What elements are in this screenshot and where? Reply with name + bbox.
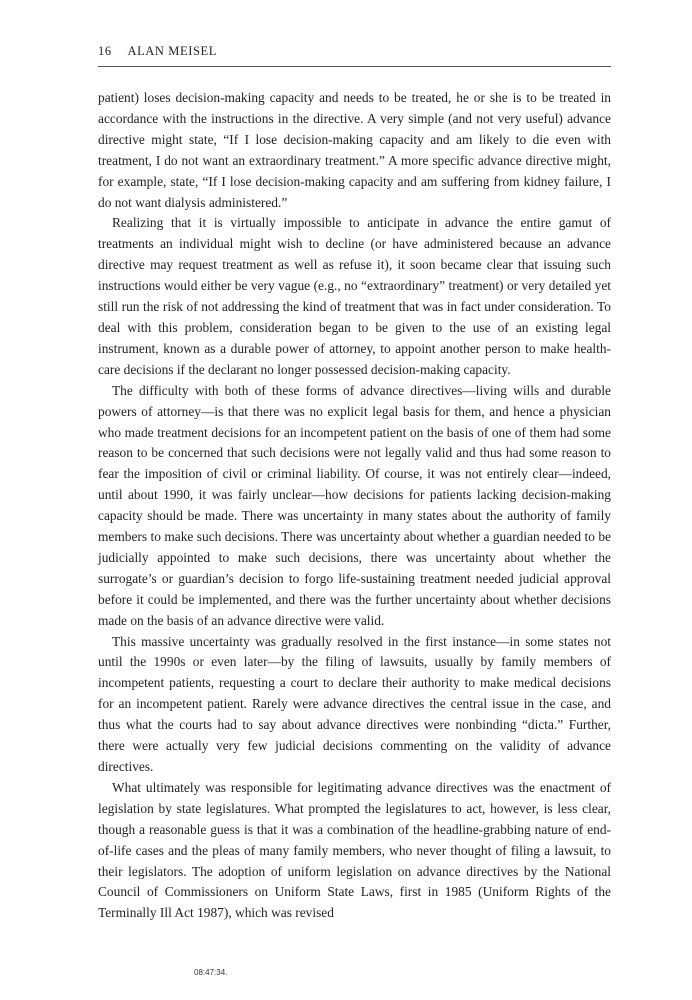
body-text [98,88,611,924]
footer-timestamp: 08:47:34. [194,968,228,977]
paragraph: What ultimately was responsible for legitimating advance directives was the enactment of legislation by state legislatures. What prompted the legislatures to act, however, is less clear, though a reasonable guess is that it was a combination of the headline-grabbing nature of end-of-life cases and the pleas of many family members, who never thought of filing a lawsuit, to their legislators. The adoption of uniform legislation on advance directives by the National Council of Commissioners on Uniform State Laws, first in 1985 (Uniform Rights of the Terminally Ill Act 1987), which was revised [98,779,611,921]
running-head-author: ALAN MEISEL [127,44,218,58]
paragraph-continued: patient) loses decision-making capacity and needs to be treated, he or she is to be treated in accordance with the instructions in the directive. A very simple (and not very useful) advance directive might state, “If I lose decision-making capacity and am likely to die even with treatment, I do not want an extraordinary treatment.” A more specific advance directive might, for example, state, “If I lose decision-making capacity and am suffering from kidney failure, I do not want dialysis administered.” [98,90,611,210]
paragraph: The difficulty with both of these forms of advance directives—living wills and durable powers of attorney—is that there was no explicit legal basis for them, and hence a physician who made treatment decisions for an incompetent patient on the basis of one of them had some reason to be concerned that such decisions were not legally valid and thus had some reason to fear the imposition of civil or criminal liability. Of course, it was not entirely clear—indeed, until about 1990, it was fairly unclear—how decisions for patients lacking decision-making capacity should be made. There was uncertainty in many states about the authority of family members to make such decisions. There was uncertainty about whether a guardian needed to be judicially appointed to make such decisions, there was uncertainty about whether the surrogate’s or guardian’s decision to forgo life-sustaining treatment needed judicial approval before it could be implemented, and there was the further uncertainty about whether decisions made on the basis of an advance directive were valid. [98,382,611,628]
running-header [98,44,611,67]
paragraph: This massive uncertainty was gradually resolved in the first instance—in some states not until the 1990s or even later—by the filing of lawsuits, usually by family members of incompetent patients, requesting a court to declare their authority to make medical decisions for an incompetent patient. Rarely were advance directives the central issue in the case, and thus what the courts had to say about advance directives were nonbinding “dicta.” Further, there were actually very few judicial decisions commenting on the validity of advance directives. [98,633,611,774]
page-number: 16 [98,44,112,58]
paragraph: Realizing that it is virtually impossible to anticipate in advance the entire gamut of treatments an individual might wish to decline (or have administered because an advance directive may request treatment as well as refuse it), it soon became clear that issuing such instructions would either be very vague (e.g., no “extraordinary” treatment) or very detailed yet still run the risk of not addressing the kind of treatment that was in fact under consideration. To deal with this problem, consideration began to be given to the use of an existing legal instrument, known as a durable power of attorney, to appoint another person to make health-care decisions if the declarant no longer possessed decision-making capacity. [98,215,611,377]
